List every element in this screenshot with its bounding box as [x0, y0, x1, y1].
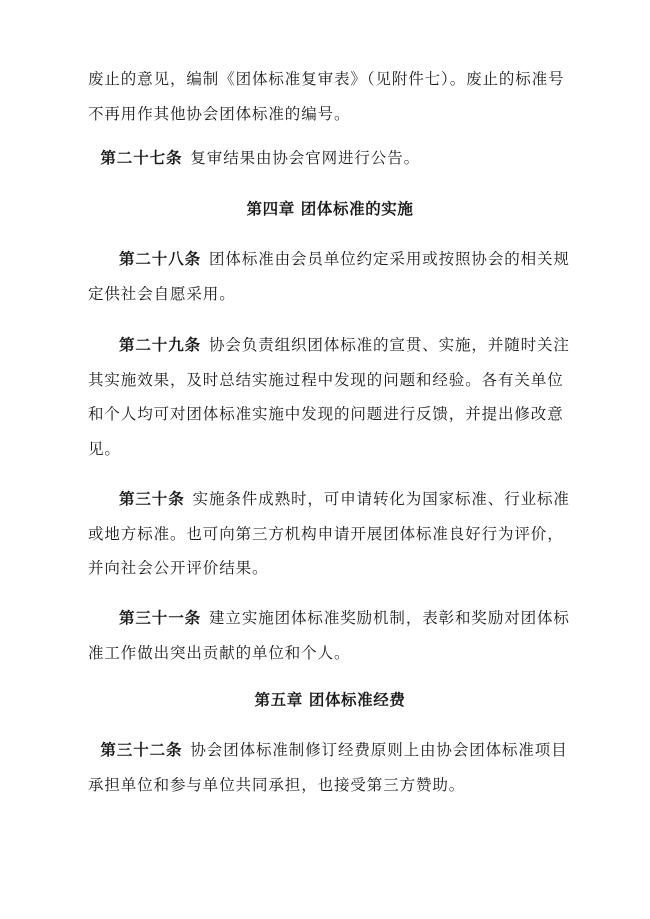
- article-31: [88, 601, 572, 670]
- article-30: [88, 482, 572, 586]
- article-text: 实施条件成熟时，可申请转化为国家标准、行业标准或地方标准。也可向第三方机构申请开展团体标准良好行为评价，并向社会公开评价结果。: [88, 490, 570, 577]
- article-number: 第二十八条: [119, 249, 202, 268]
- paragraph-continuation: [88, 62, 572, 131]
- article-text: 协会负责组织团体标准的宣贯、实施，并随时关注其实施效果，及时总结实施过程中发现的问题和经验。各有关单位和个人均可对团体标准实施中发现的问题进行反馈，并提出修改意见。: [88, 336, 570, 458]
- article-text: 复审结果由协会官网进行公告。: [190, 149, 421, 167]
- article-29: [88, 328, 572, 466]
- article-number: 第三十二条: [100, 740, 183, 759]
- article-text: 建立实施团体标准奖励机制，表彰和奖励对团体标准工作做出突出贡献的单位和个人。: [88, 609, 570, 662]
- article-number: 第二十七条: [100, 148, 183, 167]
- article-27: [88, 141, 572, 176]
- article-number: 第三十一条: [119, 608, 202, 627]
- article-32: [88, 733, 572, 802]
- chapter-4-heading: 第四章 团体标准的实施: [246, 199, 414, 218]
- chapter-5-heading: 第五章 团体标准经费: [254, 690, 406, 709]
- paragraph-text: 废止的意见，编制《团体标准复审表》（见附件七）。废止的标准号不再用作其他协会团体标准的编号。: [88, 70, 565, 123]
- article-text: 团体标准由会员单位约定采用或按照协会的相关规定供社会自愿采用。: [88, 250, 570, 303]
- article-text: 协会团体标准制修订经费原则上由协会团体标准项目承担单位和参与单位共同承担，也接受第三方赞助。: [88, 741, 568, 794]
- article-number: 第三十条: [119, 489, 185, 508]
- article-28: [88, 242, 572, 311]
- article-number: 第二十九条: [119, 335, 202, 354]
